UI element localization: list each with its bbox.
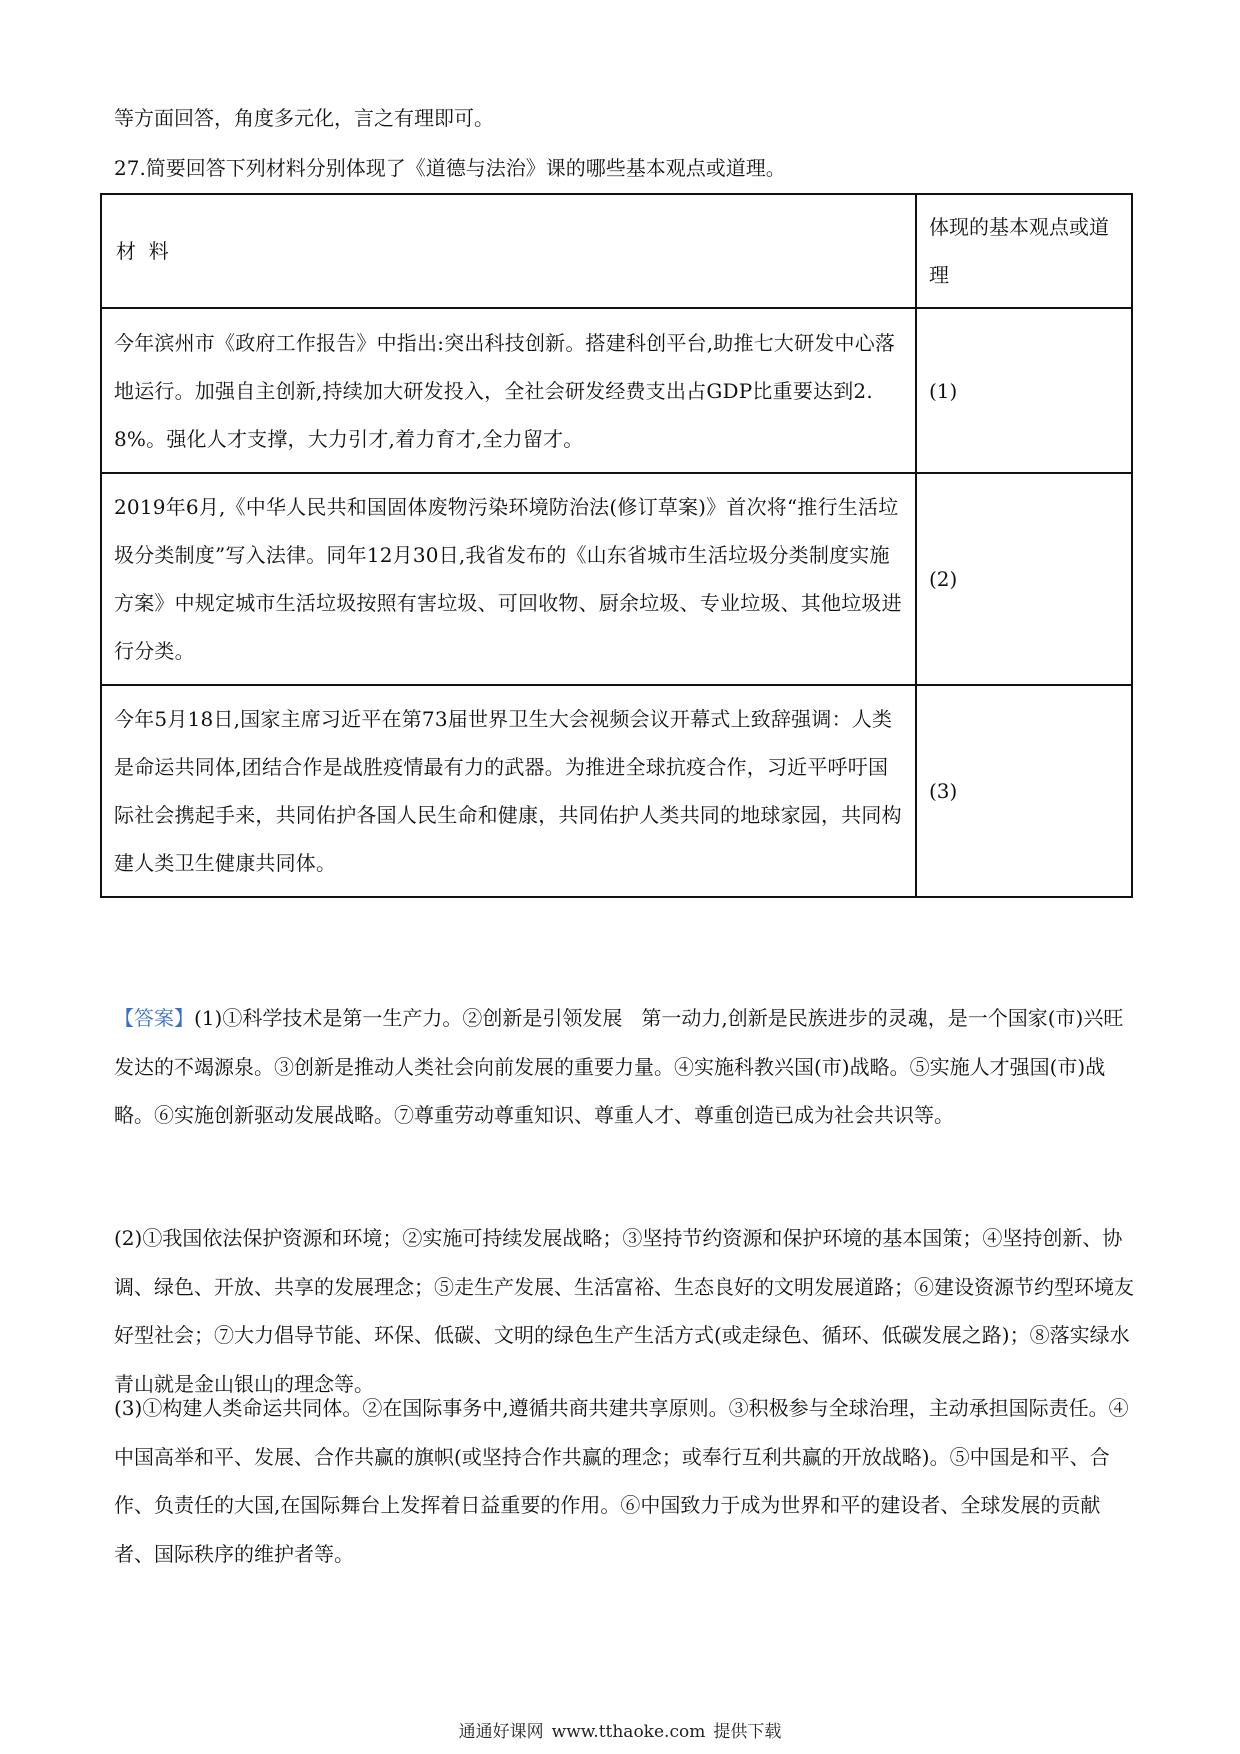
answer-part-1-text: (1)①科学技术是第一生产力。②创新是引领发展 第一动力,创新是民族进步的灵魂，是一个国家(市)兴旺发达的不竭源泉。③创新是推动人类社会向前发展的重要力量。④实施科教兴国(市)战略。⑤实施人才强国(市)战略。⑥实施创新驱动发展战略。⑦尊重劳动尊重知识、尊重人才、尊重创造已成为社会共识等。 — [114, 1006, 1124, 1128]
viewpoint-header: 体现的基本观点或道理 — [916, 194, 1132, 308]
table-header-row — [101, 194, 1132, 308]
footer-suffix: 提供下载 — [713, 1722, 782, 1742]
table-row — [101, 685, 1132, 897]
question-text: 27.简要回答下列材料分别体现了《道德与法治》课的哪些基本观点或道理。 — [114, 156, 786, 180]
material-cell — [101, 473, 916, 685]
material-cell — [101, 685, 916, 897]
intro-text: 等方面回答，角度多元化，言之有理即可。 — [114, 106, 494, 130]
material-text: 今年滨州市《政府工作报告》中指出:突出科技创新。搭建科创平台,助推七大研发中心落地运行。加强自主创新,持续加大研发投入，全社会研发经费支出占GDP比重要达到2.8%。强化人才支撑，大力引才,着力育才,全力留才。 — [114, 330, 896, 451]
viewpoint-cell: (2) — [916, 473, 1132, 685]
material-header: 材 料 — [101, 194, 916, 308]
footer-site-name: 通通好课网 — [458, 1722, 544, 1742]
material-text: 今年5月18日,国家主席习近平在第73届世界卫生大会视频会议开幕式上致辞强调：人类是命运共同体,团结合作是战胜疫情最有力的武器。为推进全球抗疫合作，习近平呼吁国际社会携起手来，共同佑护各国人民生命和健康，共同佑护人类共同的地球家园，共同构建人类卫生健康共同体。 — [114, 707, 902, 875]
material-cell — [101, 308, 916, 473]
table-row — [101, 473, 1132, 685]
page-footer — [0, 1720, 1240, 1744]
answer-part-3 — [114, 1384, 1134, 1578]
table-row — [101, 308, 1132, 473]
viewpoint-cell: (3) — [916, 685, 1132, 897]
footer-url[interactable]: www.tthaoke.com — [551, 1722, 706, 1742]
answer-part-2-text: (2)①我国依法保护资源和环境；②实施可持续发展战略；③坚持节约资源和保护环境的基本国策；④坚持创新、协调、绿色、开放、共享的发展理念；⑤走生产发展、生活富裕、生态良好的文明发展道路；⑥建设资源节约型环境友好型社会；⑦大力倡导节能、环保、低碳、文明的绿色生产生活方式(或走绿色、循环、低碳发展之路)；⑧落实绿水青山就是金山银山的理念等。 — [114, 1226, 1134, 1396]
answer-part-2 — [114, 1214, 1134, 1408]
viewpoint-cell: (1) — [916, 308, 1132, 473]
answer-part-1 — [114, 994, 1134, 1140]
answer-part-3-text: (3)①构建人类命运共同体。②在国际事务中,遵循共商共建共享原则。③积极参与全球治理，主动承担国际责任。④中国高举和平、发展、合作共赢的旗帜(或坚持合作共赢的理念；或奉行互利共赢的开放战略)。⑤中国是和平、合作、负责任的大国,在国际舞台上发挥着日益重要的作用。⑥中国致力于成为世界和平的建设者、全球发展的贡献者、国际秩序的维护者等。 — [114, 1396, 1129, 1566]
material-text: 2019年6月,《中华人民共和国固体废物污染环境防治法(修订草案)》首次将“推行生活垃圾分类制度”写入法律。同年12月30日,我省发布的《山东省城市生活垃圾分类制度实施方案》中规定城市生活垃圾按照有害垃圾、可回收物、厨余垃圾、专业垃圾、其他垃圾进行分类。 — [114, 495, 902, 663]
material-table — [100, 193, 1133, 898]
answer-tag: 【答案】 — [114, 1006, 194, 1030]
